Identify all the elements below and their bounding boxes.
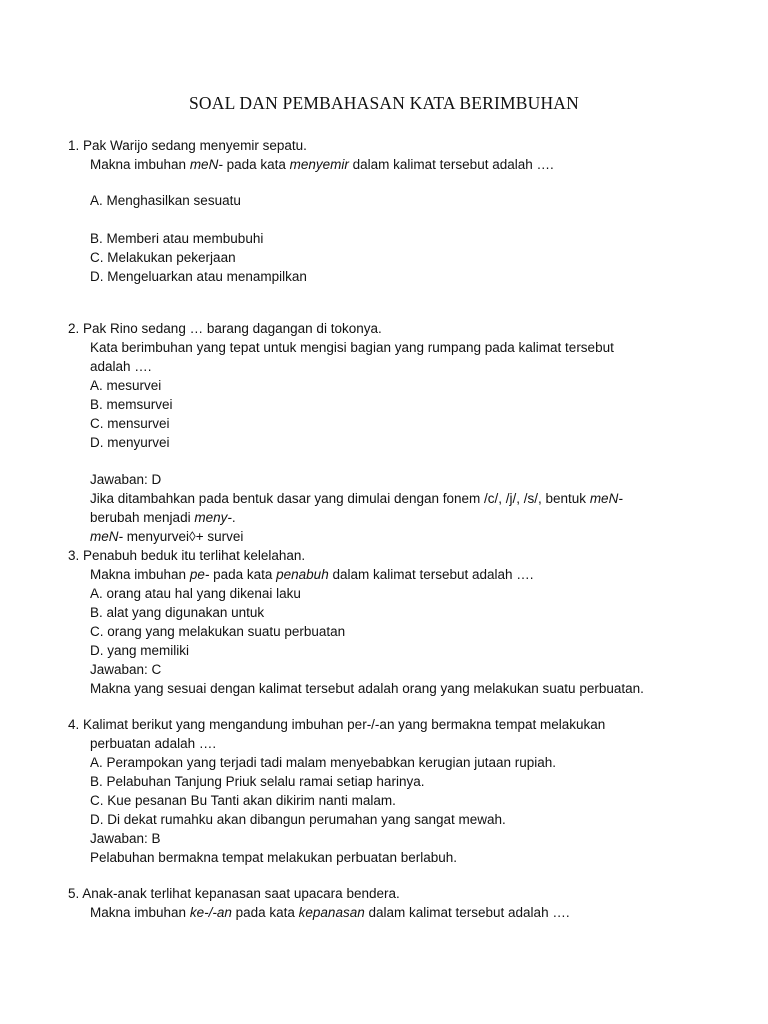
document-title: SOAL DAN PEMBAHASAN KATA BERIMBUHAN — [189, 93, 579, 113]
q1-option-c: C. Melakukan pekerjaan — [90, 250, 236, 265]
q2-option-b: B. memsurvei — [90, 397, 173, 412]
q3-option-d: D. yang memiliki — [90, 643, 190, 658]
q3-question: 3. Penabuh beduk itu terlihat kelelahan. — [68, 548, 306, 563]
q3-option-b: B. alat yang digunakan untuk — [90, 605, 265, 620]
q2-option-d: D. menyurvei — [90, 435, 170, 450]
q5-question: 5. Anak-anak terlihat kepanasan saat upacara bendera. — [68, 886, 400, 901]
q1-option-d: D. Mengeluarkan atau menampilkan — [90, 269, 307, 284]
q3-answer: Jawaban: C — [90, 662, 162, 677]
q2-question: 2. Pak Rino sedang … barang dagangan di tokonya. — [68, 321, 382, 336]
q3-option-a: A. orang atau hal yang dikenai laku — [90, 586, 301, 601]
q3-prompt: Makna imbuhan pe- pada kata penabuh dalam kalimat tersebut adalah …. — [90, 567, 534, 582]
q1-option-a: A. Menghasilkan sesuatu — [90, 193, 241, 208]
q4-explanation: Pelabuhan bermakna tempat melakukan perbuatan berlabuh. — [90, 850, 457, 865]
q4-question: 4. Kalimat berikut yang mengandung imbuhan per-/-an yang bermakna tempat melakukan — [68, 717, 606, 732]
q4-option-a: A. Perampokan yang terjadi tadi malam menyebabkan kerugian jutaan rupiah. — [90, 755, 557, 770]
q5-prompt: Makna imbuhan ke-/-an pada kata kepanasan dalam kalimat tersebut adalah …. — [90, 905, 570, 920]
q2-explanation-line3: meN- menyurvei◊+ survei — [90, 529, 244, 544]
q1-prompt: Makna imbuhan meN- pada kata menyemir dalam kalimat tersebut adalah …. — [90, 157, 554, 172]
q4-option-c: C. Kue pesanan Bu Tanti akan dikirim nanti malam. — [90, 793, 396, 808]
q1-question: 1. Pak Warijo sedang menyemir sepatu. — [68, 138, 307, 153]
q2-option-a: A. mesurvei — [90, 378, 162, 393]
q3-explanation: Makna yang sesuai dengan kalimat tersebut adalah orang yang melakukan suatu perbuatan. — [90, 681, 644, 696]
q4-answer: Jawaban: B — [90, 831, 161, 846]
q4-prompt: perbuatan adalah …. — [90, 736, 217, 751]
q4-option-d: D. Di dekat rumahku akan dibangun perumahan yang sangat mewah. — [90, 812, 506, 827]
q2-explanation-line1: Jika ditambahkan pada bentuk dasar yang dimulai dengan fonem /c/, /j/, /s/, bentuk meN- — [90, 491, 623, 506]
q2-prompt-line1: Kata berimbuhan yang tepat untuk mengisi bagian yang rumpang pada kalimat tersebut — [90, 340, 614, 355]
q2-prompt-line2: adalah …. — [90, 359, 152, 374]
q3-option-c: C. orang yang melakukan suatu perbuatan — [90, 624, 346, 639]
q2-option-c: C. mensurvei — [90, 416, 170, 431]
q1-option-b: B. Memberi atau membubuhi — [90, 231, 264, 246]
q2-answer: Jawaban: D — [90, 472, 162, 487]
q2-explanation-line2: berubah menjadi meny-. — [90, 510, 236, 525]
q4-option-b: B. Pelabuhan Tanjung Priuk selalu ramai setiap harinya. — [90, 774, 425, 789]
